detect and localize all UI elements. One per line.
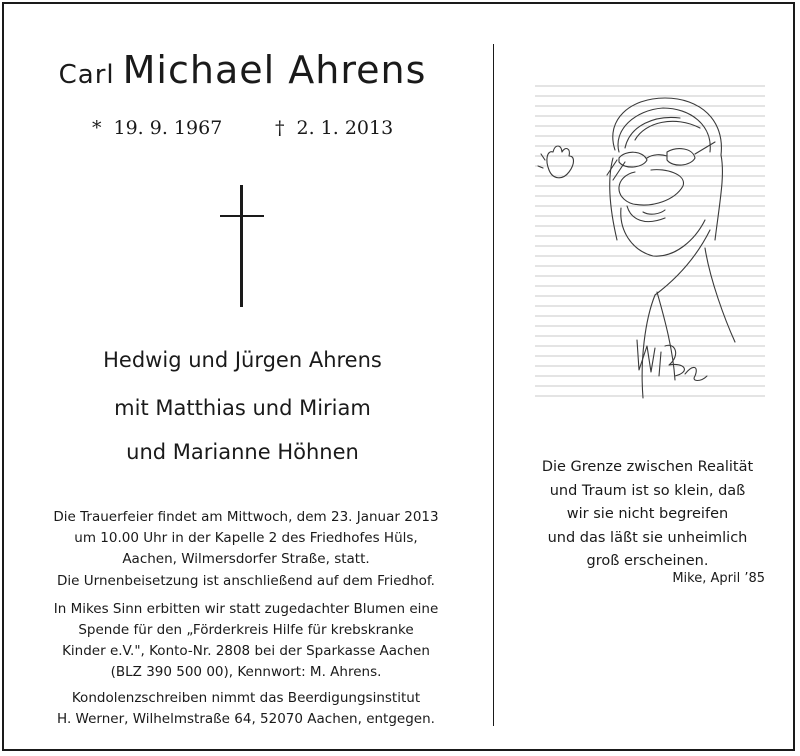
donation-info [15,599,477,683]
lined-paper [535,86,765,396]
info-line: (BLZ 390 500 00), Kennwort: M. Ahrens. [110,664,382,680]
quote-line: groß erscheinen. [586,553,709,569]
info-line: Spende für den „Förderkreis Hilfe für krebskranke [78,622,414,638]
quote-line: Die Grenze zwischen Realität [541,459,754,475]
death-date-value: 2. 1. 2013 [296,117,394,139]
info-line: Kinder e.V.", Konto-Nr. 2808 bei der Sparkasse Aachen [62,643,430,659]
info-line: H. Werner, Wilhelmstraße 64, 52070 Aachen, entgegen. [57,711,435,727]
quote-line: und Traum ist so klein, daß [549,482,746,499]
funeral-info [15,507,477,570]
full-name: Michael Ahrens [122,48,427,92]
cross-icon [220,185,264,307]
info-line: um 10.00 Uhr in der Kapelle 2 des Friedhofes Hüls, [74,530,418,546]
info-line: Aachen, Wilmersdorfer Straße, statt. [122,551,370,567]
quote [515,456,780,574]
quote-signature: Mike, April ’85 [672,571,765,586]
urn-info [15,571,477,592]
quote-line: wir sie nicht begreifen [566,506,729,522]
deceased-name [0,48,485,97]
mourner-line: Hedwig und Jürgen Ahrens [103,348,382,372]
condolence-info [15,688,477,730]
info-line: Kondolenzschreiben nimmt das Beerdigungsinstitut [71,690,421,706]
column-divider [493,44,494,726]
self-portrait-sketch [535,80,765,406]
mourner-line: und Marianne Höhnen [126,440,359,464]
info-line: Die Trauerfeier findet am Mittwoch, dem 23. Januar 2013 [53,509,439,525]
info-line: Die Urnenbeisetzung ist anschließend auf dem Friedhof. [57,573,435,589]
first-name: Carl [58,60,115,90]
mourner-line: mit Matthias und Miriam [114,396,371,420]
birth-star-icon: * [92,117,102,139]
birth-date [92,116,222,140]
death-dagger-icon: † [275,117,285,139]
death-date [275,116,393,140]
quote-line: und das läßt sie unheimlich [547,529,748,546]
info-line: In Mikes Sinn erbitten wir statt zugedachter Blumen eine [53,601,439,617]
birth-date-value: 19. 9. 1967 [113,117,223,139]
